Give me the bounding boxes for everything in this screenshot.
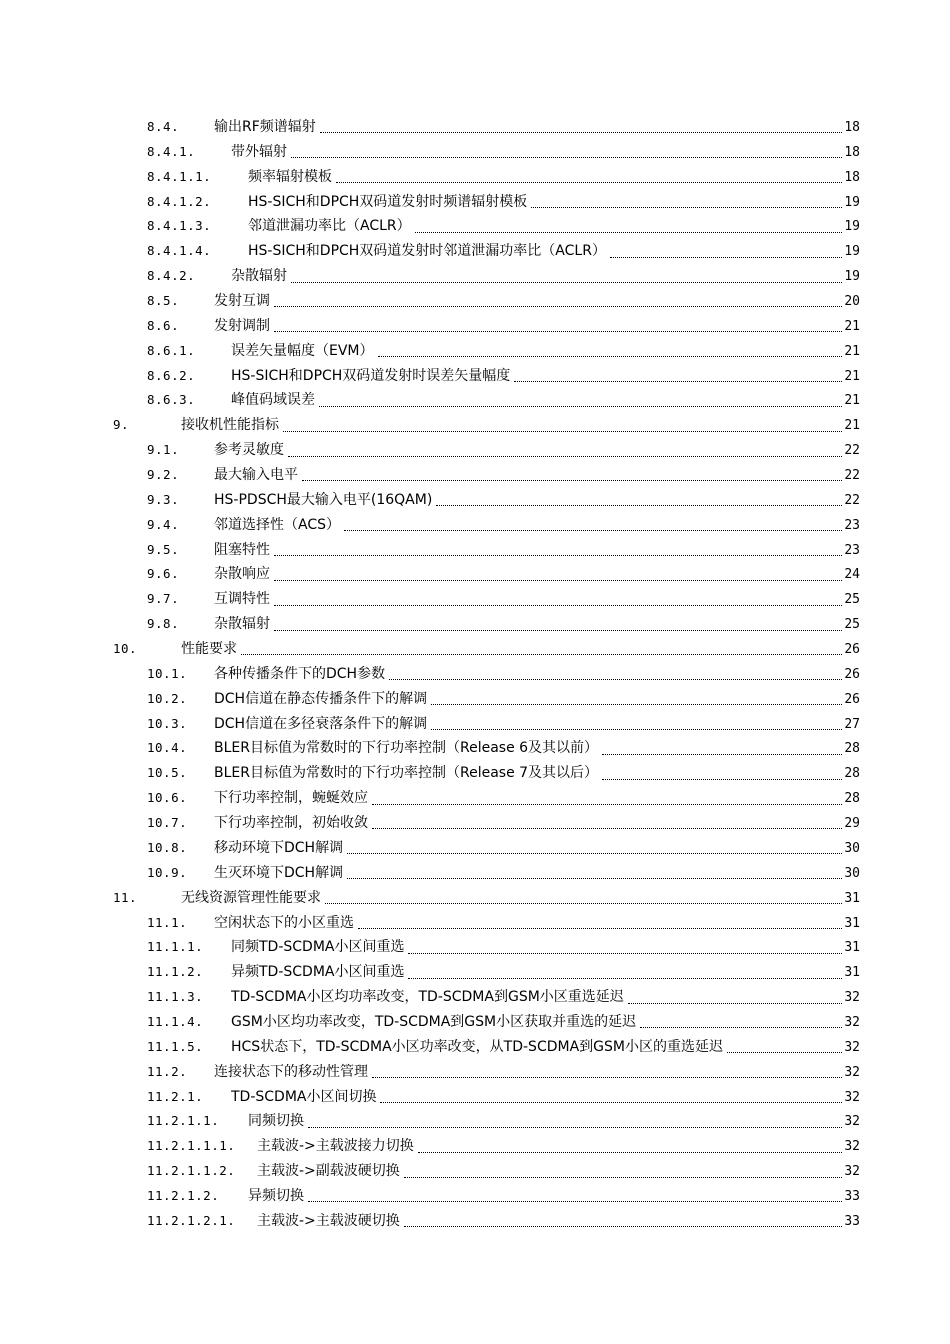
toc-entry-title: 带外辐射 [231,143,287,160]
toc-entry-title: 异频切换 [248,1187,304,1204]
toc-entry-number: 9.3. [147,491,180,507]
toc-entry[interactable] [0,115,950,140]
toc-entry[interactable] [0,314,950,339]
dot-leader [347,853,842,854]
toc-entry[interactable] [0,190,950,215]
toc-entry-number: 11.1.1. [147,939,204,955]
toc-entry[interactable] [0,239,950,264]
toc-entry-number: 11.2. [147,1063,188,1079]
toc-entry-title: GSM小区均功率改变，TD-SCDMA到GSM小区获取并重选的延迟 [231,1013,637,1030]
toc-entry-number: 10.1. [147,665,188,681]
toc-entry-page-number: 33 [844,1213,860,1229]
dot-leader [319,406,842,407]
toc-entry-title: 误差矢量幅度（EVM） [231,342,374,359]
toc-entry-title: 杂散响应 [214,566,270,583]
toc-entry-number: 10.6. [147,790,188,806]
toc-entry-page-number: 21 [844,343,860,359]
toc-entry-title: 最大输入电平 [214,467,298,484]
toc-entry-title: 同频切换 [248,1113,304,1130]
toc-entry-number: 9.7. [147,591,180,607]
toc-entry[interactable] [0,562,950,587]
toc-entry[interactable] [0,1085,950,1110]
toc-entry-number: 9.8. [147,616,180,632]
toc-entry-title: 杂散辐射 [214,616,270,633]
toc-entry[interactable] [0,911,950,936]
toc-entry[interactable] [0,1060,950,1085]
toc-entry-page-number: 19 [844,194,860,210]
toc-entry-title: 发射调制 [214,317,270,334]
dot-leader [291,157,842,158]
toc-entry[interactable] [0,1010,950,1035]
toc-entry[interactable] [0,886,950,911]
dot-leader [640,1027,842,1028]
toc-entry-number: 10.2. [147,690,188,706]
toc-entry[interactable] [0,165,950,190]
toc-entry-title: TD-SCDMA小区间切换 [231,1088,377,1105]
toc-entry-title: 性能要求 [181,641,237,658]
toc-entry-number: 10. [113,641,138,657]
dot-leader [415,232,843,233]
toc-entry-number: 11.2.1.2. [147,1187,220,1203]
toc-entry[interactable] [0,289,950,314]
toc-entry-number: 11.2.1.1. [147,1113,220,1129]
toc-entry-number: 9. [113,417,130,433]
toc-entry-number: 10.5. [147,765,188,781]
toc-entry-page-number: 18 [844,120,860,135]
dot-leader [274,580,842,581]
toc-entry-number: 11.1.4. [147,1013,204,1029]
toc-entry-title: 峰值码域误差 [231,392,315,409]
dot-leader [372,804,842,805]
dot-leader [274,331,842,332]
toc-entry[interactable] [0,140,950,165]
toc-entry-title: 参考灵敏度 [214,442,284,459]
toc-entry-page-number: 30 [844,840,860,856]
toc-entry-title: 杂散辐射 [231,268,287,285]
toc-entry-page-number: 26 [844,642,860,658]
dot-leader [531,207,842,208]
toc-entry-page-number: 19 [844,269,860,285]
toc-entry-title: DCH信道在多径衰落条件下的解调 [214,715,428,732]
toc-entry-title: 接收机性能指标 [181,417,279,434]
toc-entry-number: 11.1.2. [147,964,204,980]
dot-leader [325,903,842,904]
dot-leader [514,381,842,382]
toc-entry-number: 9.6. [147,566,180,582]
toc-entry-page-number: 32 [844,990,860,1006]
toc-entry-page-number: 18 [844,169,860,185]
dot-leader [431,704,842,705]
toc-entry-title: DCH信道在静态传播条件下的解调 [214,690,428,707]
toc-entry-title: 空闲状态下的小区重选 [214,914,354,931]
dot-leader [389,679,842,680]
toc-entry-title: HS-SICH和DPCH双码道发射时误差矢量幅度 [231,367,511,384]
toc-entry-number: 8.4.2. [147,268,196,284]
toc-entry[interactable] [0,761,950,786]
toc-entry-number: 11.2.1. [147,1088,204,1104]
toc-entry-title: 阻塞特性 [214,541,270,558]
toc-entry[interactable] [0,364,950,389]
toc-entry-number: 8.6.2. [147,367,196,383]
dot-leader [372,828,842,829]
toc-entry-page-number: 27 [844,716,860,732]
toc-entry[interactable] [0,637,950,662]
toc-entry-page-number: 25 [844,617,860,633]
dot-leader [610,257,842,258]
toc-entry-title: 邻道泄漏功率比（ACLR） [248,218,411,235]
toc-entry-title: 各种传播条件下的DCH参数 [214,665,386,682]
toc-entry-title: 下行功率控制，蜿蜒效应 [214,790,368,807]
toc-entry[interactable] [0,712,950,737]
toc-entry[interactable] [0,985,950,1010]
dot-leader [291,282,842,283]
toc-entry-page-number: 22 [844,492,860,508]
toc-entry-number: 8.6. [147,317,180,333]
toc-entry-title: 频率辐射模板 [248,168,332,185]
toc-entry-page-number: 28 [844,766,860,782]
toc-entry-title: 发射互调 [214,293,270,310]
toc-entry-page-number: 32 [844,1164,860,1180]
toc-entry-number: 8.4.1.1. [147,168,212,184]
toc-entry[interactable] [0,811,950,836]
toc-entry-title: 互调特性 [214,591,270,608]
toc-entry-title: 主载波->副载波硬切换 [257,1163,400,1180]
dot-leader [408,953,842,954]
toc-entry-page-number: 21 [844,368,860,384]
toc-entry-page-number: 25 [844,592,860,608]
toc-entry-page-number: 19 [844,219,860,235]
toc-entry-page-number: 24 [844,567,860,583]
toc-entry-title: 连接状态下的移动性管理 [214,1063,368,1080]
toc-entry-page-number: 22 [844,443,860,459]
toc-entry-title: BLER目标值为常数时的下行功率控制（Release 6及其以前） [214,740,599,757]
toc-entry-title: 无线资源管理性能要求 [181,889,321,906]
toc-entry-page-number: 19 [844,244,860,260]
toc-entry-title: 移动环境下DCH解调 [214,839,344,856]
toc-entry[interactable] [0,264,950,289]
toc-entry[interactable] [0,935,950,960]
dot-leader [408,978,842,979]
toc-entry-number: 11.2.1.1.1. [147,1138,236,1154]
toc-entry[interactable] [0,960,950,985]
toc-entry-title: HCS状态下，TD-SCDMA小区功率改变，从TD-SCDMA到GSM小区的重选延迟 [231,1038,723,1055]
toc-entry-page-number: 32 [844,1014,860,1030]
dot-leader [241,654,842,655]
toc-entry-page-number: 29 [844,816,860,832]
toc-entry-number: 9.1. [147,442,180,458]
toc-entry-title: HS-SICH和DPCH双码道发射时频谱辐射模板 [248,193,528,210]
dot-leader [336,182,842,183]
toc-entry-number: 11.1.5. [147,1038,204,1054]
toc-entry-page-number: 21 [844,418,860,434]
toc-entry-page-number: 23 [844,517,860,533]
toc-entry[interactable] [0,612,950,637]
toc-entry-title: 异频TD-SCDMA小区间重选 [231,964,405,981]
dot-leader [320,132,843,133]
dot-leader [404,1177,843,1178]
toc-entry-title: 生灭环境下DCH解调 [214,864,344,881]
dot-leader [344,530,842,531]
toc-entry-page-number: 26 [844,666,860,682]
toc-entry-title: 主载波->主载波接力切换 [257,1138,414,1155]
toc-entry-number: 10.3. [147,715,188,731]
dot-leader [308,1201,842,1202]
table-of-contents [0,115,950,1234]
toc-entry-number: 8.4. [147,119,180,134]
dot-leader [628,1003,843,1004]
toc-entry-title: HS-PDSCH最大输入电平(16QAM) [214,491,433,508]
toc-entry[interactable] [0,1134,950,1159]
toc-entry-number: 8.6.1. [147,342,196,358]
toc-entry[interactable] [0,1184,950,1209]
toc-entry[interactable] [0,1109,950,1134]
toc-entry[interactable] [0,488,950,513]
toc-entry-number: 10.7. [147,815,188,831]
toc-entry[interactable] [0,388,950,413]
toc-entry-page-number: 32 [844,1089,860,1105]
dot-leader [602,754,842,755]
toc-entry-page-number: 31 [844,965,860,981]
toc-entry-page-number: 33 [844,1188,860,1204]
dot-leader [274,555,842,556]
toc-entry-page-number: 18 [844,144,860,160]
toc-entry-title: 同频TD-SCDMA小区间重选 [231,939,405,956]
toc-entry-number: 9.4. [147,516,180,532]
toc-entry-number: 11.2.1.2.1. [147,1212,236,1228]
toc-entry-title: BLER目标值为常数时的下行功率控制（Release 7及其以后） [214,765,599,782]
toc-entry-page-number: 31 [844,940,860,956]
dot-leader [372,1077,842,1078]
dot-leader [274,306,842,307]
toc-entry-number: 10.4. [147,740,188,756]
toc-entry-page-number: 20 [844,294,860,310]
toc-entry-number: 9.2. [147,467,180,483]
toc-entry-number: 8.5. [147,293,180,309]
toc-entry[interactable] [0,1209,950,1234]
toc-entry-number: 9.5. [147,541,180,557]
toc-entry-page-number: 22 [844,468,860,484]
toc-entry-page-number: 31 [844,915,860,931]
toc-entry-page-number: 30 [844,865,860,881]
toc-entry[interactable] [0,438,950,463]
toc-entry-number: 8.4.1. [147,143,196,159]
dot-leader [602,779,842,780]
toc-entry-page-number: 21 [844,318,860,334]
toc-entry[interactable] [0,214,950,239]
toc-entry-number: 10.8. [147,839,188,855]
toc-entry[interactable] [0,339,950,364]
toc-entry[interactable] [0,538,950,563]
toc-entry-title: 下行功率控制，初始收敛 [214,815,368,832]
dot-leader [378,356,843,357]
toc-entry[interactable] [0,861,950,886]
toc-entry-title: 邻道选择性（ACS） [214,516,340,533]
toc-entry-number: 8.4.1.2. [147,193,212,209]
toc-entry[interactable] [0,1035,950,1060]
dot-leader [418,1152,843,1153]
toc-entry-page-number: 32 [844,1139,860,1155]
toc-entry-page-number: 32 [844,1039,860,1055]
toc-entry-number: 8.4.1.3. [147,218,212,234]
toc-entry-number: 11.2.1.1.2. [147,1163,236,1179]
dot-leader [431,729,842,730]
toc-entry-page-number: 28 [844,741,860,757]
toc-entry-page-number: 21 [844,393,860,409]
toc-entry-number: 11.1.3. [147,989,204,1005]
dot-leader [302,480,842,481]
dot-leader [308,1127,842,1128]
dot-leader [274,605,842,606]
dot-leader [288,456,842,457]
toc-entry-number: 11. [113,889,138,905]
dot-leader [358,928,842,929]
toc-entry[interactable] [0,736,950,761]
toc-entry-page-number: 31 [844,890,860,906]
toc-entry[interactable] [0,662,950,687]
toc-entry[interactable] [0,836,950,861]
toc-entry-page-number: 32 [844,1114,860,1130]
toc-entry-number: 8.4.1.4. [147,243,212,259]
toc-entry-page-number: 23 [844,542,860,558]
toc-entry-page-number: 26 [844,691,860,707]
toc-entry-title: 主载波->主载波硬切换 [257,1212,400,1229]
toc-entry-number: 8.6.3. [147,392,196,408]
toc-entry[interactable] [0,587,950,612]
toc-entry-title: TD-SCDMA小区均功率改变，TD-SCDMA到GSM小区重选延迟 [231,989,624,1006]
toc-entry[interactable] [0,786,950,811]
toc-entry[interactable] [0,1159,950,1184]
dot-leader [380,1102,842,1103]
toc-entry-page-number: 28 [844,791,860,807]
toc-entry[interactable] [0,513,950,538]
toc-entry-title: 输出RF频谱辐射 [214,119,316,135]
dot-leader [283,431,842,432]
toc-entry-page-number: 32 [844,1064,860,1080]
toc-entry[interactable] [0,687,950,712]
dot-leader [404,1226,843,1227]
dot-leader [274,630,842,631]
dot-leader [727,1052,842,1053]
toc-entry-number: 11.1. [147,914,188,930]
toc-entry-number: 10.9. [147,864,188,880]
dot-leader [347,878,842,879]
toc-entry-title: HS-SICH和DPCH双码道发射时邻道泄漏功率比（ACLR） [248,243,606,260]
toc-entry[interactable] [0,463,950,488]
dot-leader [436,505,842,506]
toc-entry[interactable] [0,413,950,438]
